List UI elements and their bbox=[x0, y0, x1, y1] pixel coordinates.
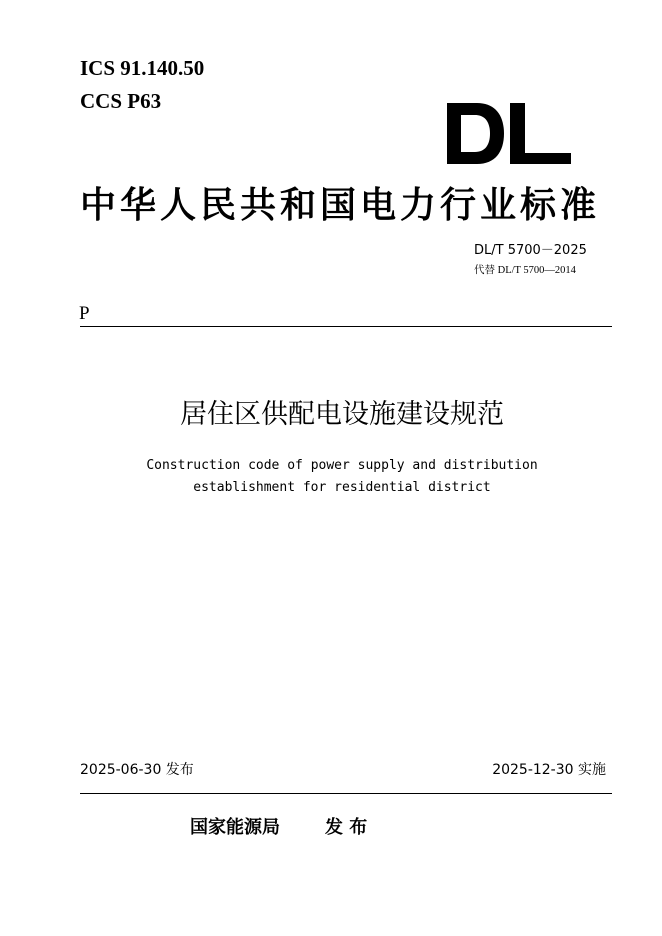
dl-logo-letter-l bbox=[510, 103, 571, 164]
ics-code: ICS 91.140.50 bbox=[80, 56, 205, 80]
ccs-code: CCS P63 bbox=[80, 89, 162, 113]
document-title-en-line2: establishment for residential district bbox=[193, 480, 491, 495]
issuer-action: 发 布 bbox=[325, 817, 368, 838]
top-divider bbox=[80, 326, 612, 327]
issue-date: 2025-06-30 发布 bbox=[80, 762, 194, 778]
standard-category-title: 中华人民共和国电力行业标准 bbox=[80, 185, 601, 226]
implementation-date: 2025-12-30 实施 bbox=[492, 762, 606, 778]
classification-letter: P bbox=[79, 303, 90, 324]
issuer-name: 国家能源局 bbox=[190, 817, 280, 838]
dl-logo-letter-d bbox=[447, 103, 504, 164]
dl-logo bbox=[447, 103, 571, 164]
document-title-en-line1: Construction code of power supply and distribution bbox=[146, 458, 538, 473]
bottom-divider bbox=[80, 793, 612, 794]
standard-replaces: 代替 DL/T 5700—2014 bbox=[474, 265, 576, 276]
standard-number: DL/T 5700－2025 bbox=[474, 243, 587, 258]
document-title-zh: 居住区供配电设施建设规范 bbox=[180, 399, 504, 430]
